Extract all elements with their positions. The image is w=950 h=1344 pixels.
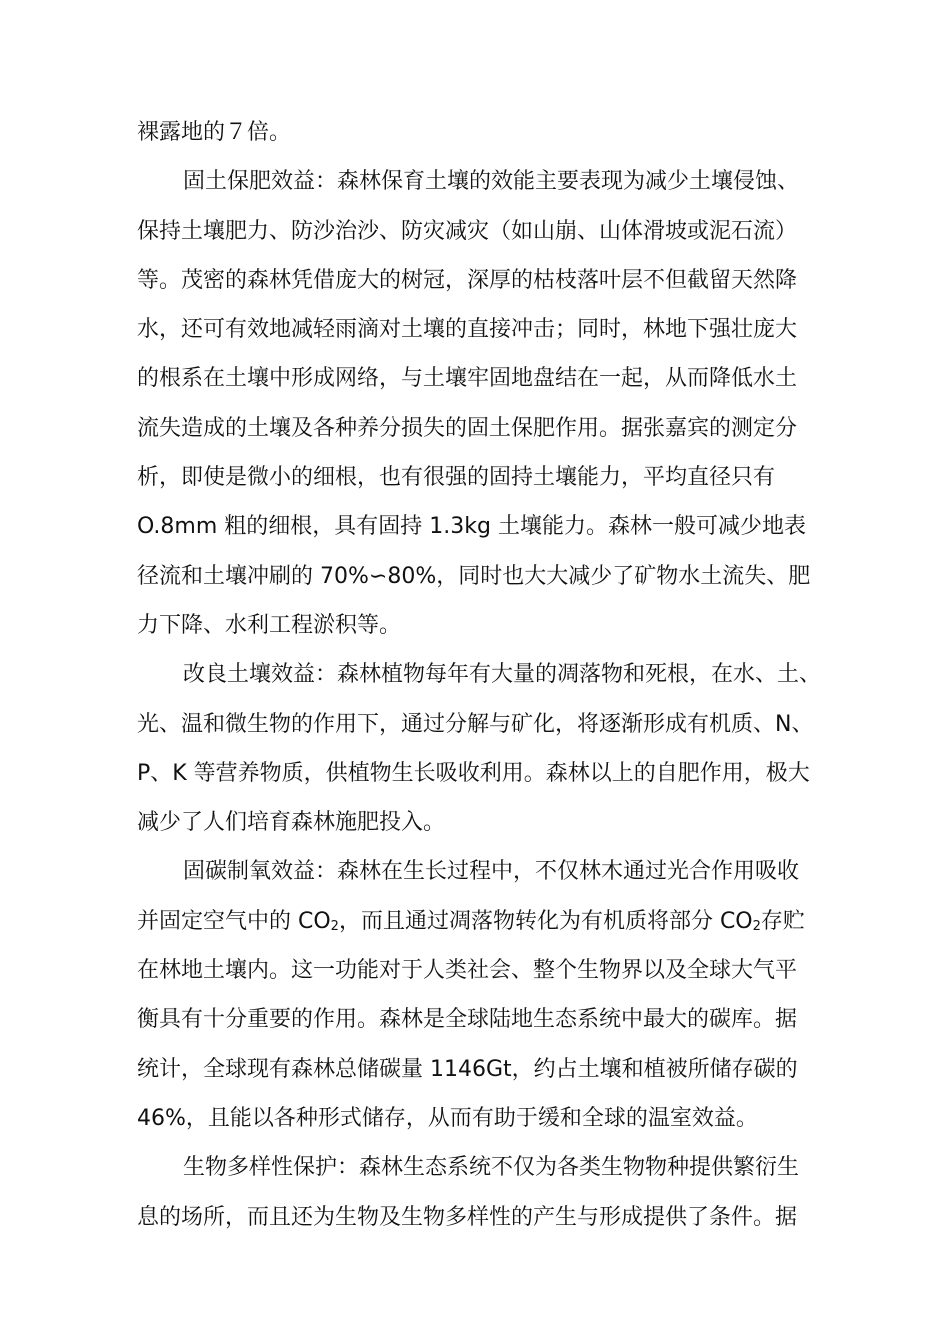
- text-fragment: 存贮: [760, 908, 805, 934]
- text-fragment: ，而且通过凋落物转化为有机质将部分 CO: [338, 908, 753, 934]
- paragraph-start-line: 固土保肥效益：森林保育土壤的效能主要表现为减少土壤侵蚀、: [183, 169, 800, 195]
- text-line: O.8mm 粗的细根，具有固持 1.3kg 土壤能力。森林一般可减少地表: [137, 514, 806, 540]
- text-line: 46%，且能以各种形式储存，从而有助于缓和全球的温室效益。: [137, 1105, 758, 1131]
- text-line: 力下降、水利工程淤积等。: [137, 612, 402, 638]
- text-line: 的根系在土壤中形成网络，与土壤牢固地盘结在一起，从而降低水土: [137, 366, 798, 392]
- text-line: 水，还可有效地减轻雨滴对土壤的直接冲击；同时，林地下强壮庞大: [137, 317, 798, 343]
- text-line: 在林地土壤内。这一功能对于人类社会、整个生物界以及全球大气平: [137, 958, 798, 984]
- subscript: 2: [330, 918, 339, 934]
- text-line: 减少了人们培育森林施肥投入。: [137, 810, 446, 836]
- paragraph-start-line: 生物多样性保护：森林生态系统不仅为各类生物物种提供繁衍生: [183, 1155, 800, 1181]
- text-line: P、K 等营养物质，供植物生长吸收利用。森林以上的自肥作用，极大: [137, 760, 810, 786]
- text-line: 息的场所，而且还为生物及生物多样性的产生与形成提供了条件。据: [137, 1204, 798, 1230]
- text-line: 裸露地的７倍。: [137, 120, 292, 145]
- text-line: 径流和土壤冲刷的 70%∽80%，同时也大大减少了矿物水土流失、肥: [137, 563, 811, 589]
- text-line: 光、温和微生物的作用下，通过分解与矿化，将逐渐形成有机质、N、: [137, 711, 814, 737]
- text-line: 等。茂密的森林凭借庞大的树冠，深厚的枯枝落叶层不但截留天然降: [137, 267, 798, 293]
- text-line: 衡具有十分重要的作用。森林是全球陆地生态系统中最大的碳库。据: [137, 1007, 798, 1033]
- text-line: 统计，全球现有森林总储碳量 1146Gt，约占土壤和植被所储存碳的: [137, 1056, 798, 1082]
- text-line-co2: [137, 897, 827, 946]
- paragraph-start-line: 固碳制氧效益：森林在生长过程中，不仅林木通过光合作用吸收: [183, 859, 800, 885]
- text-line: 析，即使是微小的细根，也有很强的固持土壤能力，平均直径只有: [137, 465, 776, 491]
- subscript: 2: [752, 918, 761, 934]
- text-line: 流失造成的土壤及各种养分损失的固土保肥作用。据张嘉宾的测定分: [137, 415, 798, 441]
- text-fragment: 并固定空气中的 CO: [137, 908, 331, 934]
- text-line: 保持土壤肥力、防沙治沙、防灾减灾（如山崩、山体滑坡或泥石流）: [137, 218, 798, 244]
- paragraph-start-line: 改良土壤效益：森林植物每年有大量的凋落物和死根，在水、土、: [183, 662, 822, 688]
- body-text: [137, 108, 827, 1242]
